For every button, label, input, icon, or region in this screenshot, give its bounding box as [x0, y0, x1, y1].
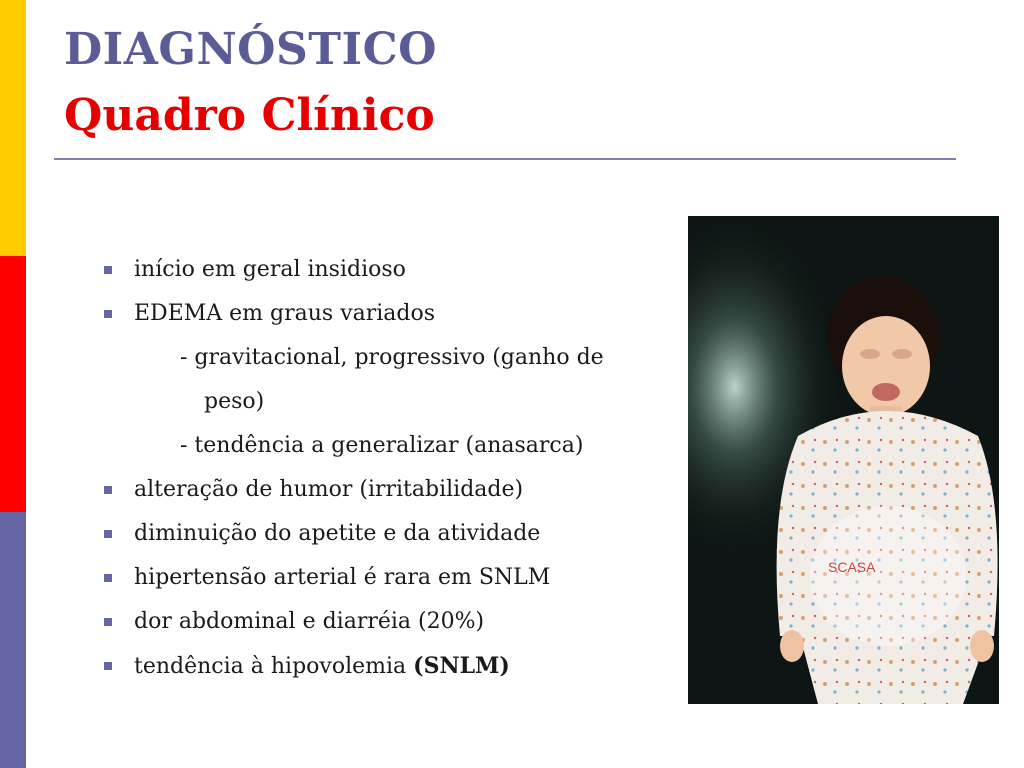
- bullet-text-with-emphasis: [134, 648, 510, 685]
- bullet-marker-icon: [104, 486, 112, 494]
- title-divider: [54, 158, 956, 160]
- bullet-marker-icon: [104, 310, 112, 318]
- bullet-marker-icon: [104, 574, 112, 582]
- side-bar-red: [0, 256, 26, 512]
- bullet-text: dor abdominal e diarréia (20%): [134, 609, 485, 634]
- slide-title: DIAGNÓSTICO: [64, 24, 437, 75]
- side-bar-slate: [0, 512, 26, 768]
- bullet-marker-icon: [104, 662, 112, 670]
- bullet-text: alteração de humor (irritabilidade): [134, 477, 524, 502]
- bullet-text: EDEMA em graus variados: [134, 301, 436, 326]
- sub-item-text: - gravitacional, progressivo (ganho de: [180, 345, 604, 370]
- bullet-text: diminuição do apetite e da atividade: [134, 521, 541, 546]
- bullet-marker-icon: [104, 618, 112, 626]
- photo-text: SCASA: [828, 559, 876, 575]
- slide-subtitle: Quadro Clínico: [64, 90, 435, 141]
- bullet-text: tendência à hipovolemia: [134, 654, 407, 679]
- sub-item-text: - tendência a generalizar (anasarca): [180, 433, 584, 458]
- sub-item-text: peso): [204, 389, 265, 414]
- patient-photo: [688, 216, 999, 704]
- bullet-marker-icon: [104, 530, 112, 538]
- bullet-emphasis: (SNLM): [413, 653, 510, 679]
- bullet-marker-icon: [104, 266, 112, 274]
- side-bar-yellow: [0, 0, 26, 256]
- bullet-text: hipertensão arterial é rara em SNLM: [134, 565, 551, 590]
- bullet-text: início em geral insidioso: [134, 257, 406, 282]
